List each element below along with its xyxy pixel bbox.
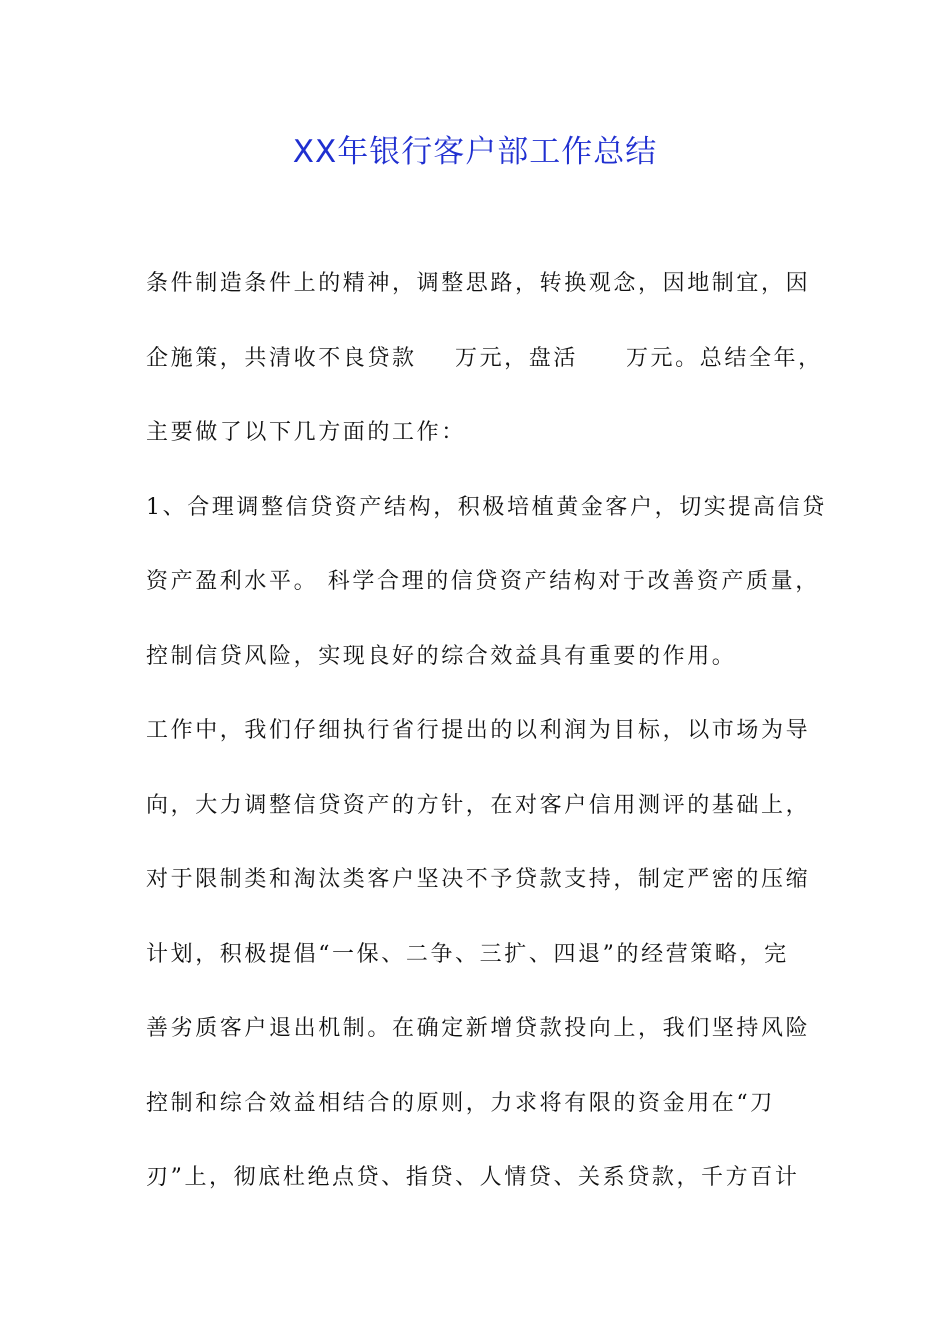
body-line: 控制信贷风险，实现良好的综合效益具有重要的作用。 (146, 643, 737, 669)
body-line: 工作中，我们仔细执行省行提出的以利润为目标，以市场为导 (146, 718, 811, 743)
document-body (146, 262, 827, 1231)
body-line: 刃”上，彻底杜绝点贷、指贷、人情贷、关系贷款，千方百计 (146, 1165, 800, 1190)
body-line: 条件制造条件上的精神，调整思路，转换观念，因地制宜，因 (146, 271, 811, 296)
body-line: 1、合理调整信贷资产结构，积极培植黄金客户，切实提高信贷 (146, 494, 827, 520)
body-line: 计划，积极提倡“一保、二争、三扩、四退”的经营策略，完 (146, 941, 789, 967)
body-line: 控制和综合效益相结合的原则，力求将有限的资金用在“刀 (146, 1090, 775, 1116)
body-line: 对于限制类和淘汰类客户坚决不予贷款支持，制定严密的压缩 (146, 867, 811, 892)
body-line: 向，大力调整信贷资产的方针，在对客户信用测评的基础上， (146, 792, 811, 818)
body-line: 善劣质客户退出机制。在确定新增贷款投向上，我们坚持风险 (146, 1016, 811, 1041)
body-line: 主要做了以下几方面的工作： (146, 420, 466, 445)
body-line: 资产盈利水平。 科学合理的信贷资产结构对于改善资产质量， (146, 569, 820, 594)
body-line: 企施策，共清收不良贷款 万元，盘活 万元。总结全年， (146, 345, 823, 371)
document-title: XX年银行客户部工作总结 (292, 134, 658, 170)
